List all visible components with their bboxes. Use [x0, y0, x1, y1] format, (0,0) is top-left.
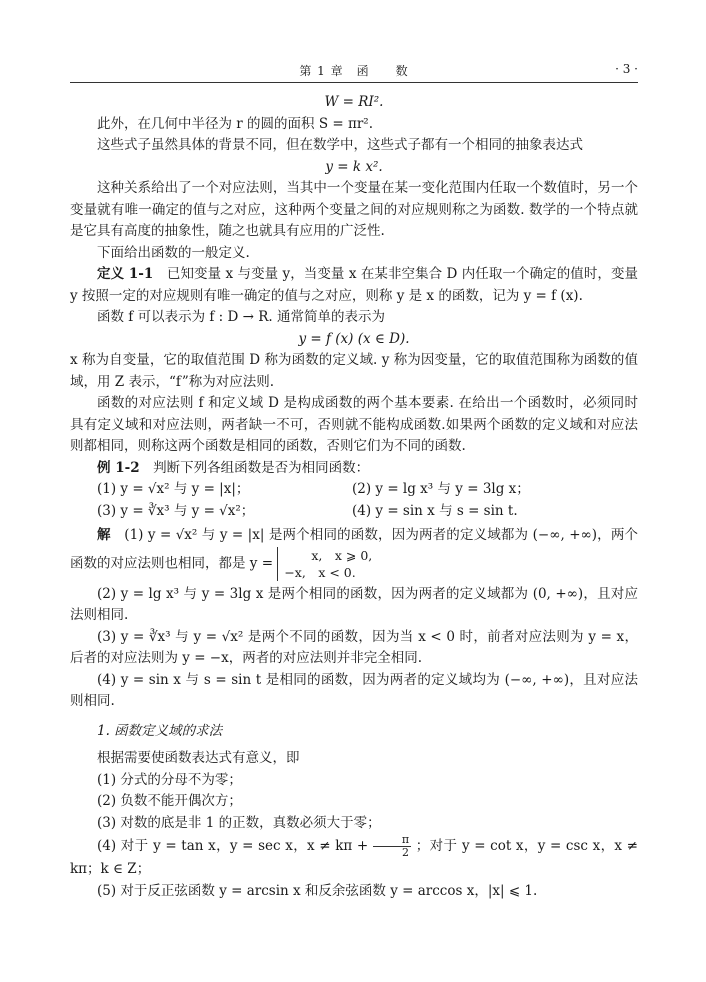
domain-rule: (2) 负数不能开偶次方；: [97, 793, 242, 809]
example-item: (4) y = sin x 与 s = sin t.: [352, 502, 518, 519]
definition-paragraph: [70, 264, 638, 307]
elements-paragraph: 函数的对应法则 f 和定义域 D 是构成函数的两个基本要素. 在给出一个函数时，必须同时具有定义域和对应法则，两者缺一不可，否则就不能构成函数.如果两个函数的定义域和对应法则都相同，则称这两个函数是相同的函数，否则它们为不同的函数.: [70, 395, 638, 454]
solution-label: 解: [97, 527, 111, 543]
page-number: · 3 ·: [615, 62, 638, 76]
representation-text: 函数 f 可以表示为 f : D → R. 通常简单的表示为: [97, 309, 385, 325]
domain-rule-4: [70, 834, 638, 881]
example-item: (1) y = √x² 与 y = |x|；: [97, 481, 250, 497]
domain-rule: (1) 分式的分母不为零；: [97, 771, 242, 788]
example-items: [70, 479, 638, 522]
header-rule: [70, 82, 638, 83]
case-positive: x, x ⩾ 0,: [311, 547, 373, 563]
chapter-title: 第 1 章 函 数: [299, 64, 409, 78]
equation-w: W = RI².: [324, 94, 384, 110]
definition-label: 定义 1-1: [97, 266, 154, 282]
section-intro: 根据需要使函数表达式有意义，即: [97, 750, 300, 766]
page-body: [70, 92, 638, 902]
pi-over-two-fraction: [373, 834, 411, 859]
correspondence-paragraph: 这种关系给出了一个对应法则，当其中一个变量在某一变化范围内任取一个数值时，另一个变量就有唯一确定的值与之对应，这种两个变量之间的对应规则称之为函数. 数学的一个特点就是它具有高度的抽象性，随之也就具有应用的广泛性.: [70, 180, 638, 239]
rule-4-text-a: (4) 对于 y = tan x，y = sec x，x ≠ kπ +: [97, 838, 369, 854]
solution-1-text: (1) y = √x² 与 y = |x| 是两个相同的函数，因为两者的定义域都为 (−∞, +∞)，两个函数的对应法则也相同，都是 y =: [70, 527, 638, 571]
rule-4-text-b: ；对于 y = cot x，y = csc x，x ≠ kπ；k ∈ Z；: [70, 838, 638, 877]
solution-4: (4) y = sin x 与 s = sin t 是相同的函数，因为两者的定义域均为 (−∞, +∞)，且对应法则相同.: [70, 671, 638, 709]
solution-2: (2) y = lg x³ 与 y = 3lg x 是两个相同的函数，因为两者的定义域都为 (0, +∞)，且对应法则相同.: [70, 585, 638, 623]
fraction-numerator: π: [373, 834, 411, 847]
section-title: 1. 函数定义域的求法: [97, 722, 223, 739]
domain-rule: (3) 对数的底是非 1 的正数，真数必须大于零；: [97, 814, 381, 831]
definition-intro: 下面给出函数的一般定义.: [97, 244, 250, 261]
circle-area-text: 此外，在几何中半径为 r 的圆的面积 S = πr².: [97, 115, 373, 132]
definition-text: 已知变量 x 与变量 y，当变量 x 在某非空集合 D 内任取一个确定的值时，变量 y 按照一定的对应规则有唯一确定的值与之对应，则称 y 是 x 的函数，记为 y = f (x).: [70, 266, 639, 304]
solution-1: [70, 525, 638, 581]
example-heading: [70, 458, 638, 480]
running-header: [70, 62, 638, 80]
solution-3: (3) y = ∛x³ 与 y = √x² 是两个不同的函数，因为当 x < 0 时，前者对应法则为 y = x，后者的对应法则为 y = −x，两者的对应法则并非完全相同.: [70, 628, 638, 666]
equation-fx: y = f (x) (x ∈ D).: [298, 330, 410, 347]
example-label: 例 1-2: [97, 459, 140, 476]
domain-rule-5: (5) 对于反正弦函数 y = arcsin x 和反余弦函数 y = arccos x，|x| ⩽ 1.: [97, 882, 538, 899]
variable-description: x 称为自变量，它的取值范围 D 称为函数的定义域. y 称为因变量，它的取值范围称为函数的值域，用 Z 表示，“f”称为对应法则.: [70, 352, 638, 390]
example-item: (3) y = ∛x³ 与 y = √x²；: [97, 502, 255, 519]
piecewise-cases: [277, 547, 372, 581]
fraction-denominator: 2: [402, 846, 409, 859]
case-negative: −x, x < 0.: [284, 564, 356, 580]
abstract-intro-text: 这些式子虽然具体的背景不同，但在数学中，这些式子都有一个相同的抽象表达式: [97, 137, 583, 153]
equation-ykx: y = k x².: [325, 158, 383, 175]
example-text: 判断下列各组函数是否为相同函数：: [139, 459, 370, 476]
example-item: (2) y = lg x³ 与 y = 3lg x；: [352, 481, 530, 497]
